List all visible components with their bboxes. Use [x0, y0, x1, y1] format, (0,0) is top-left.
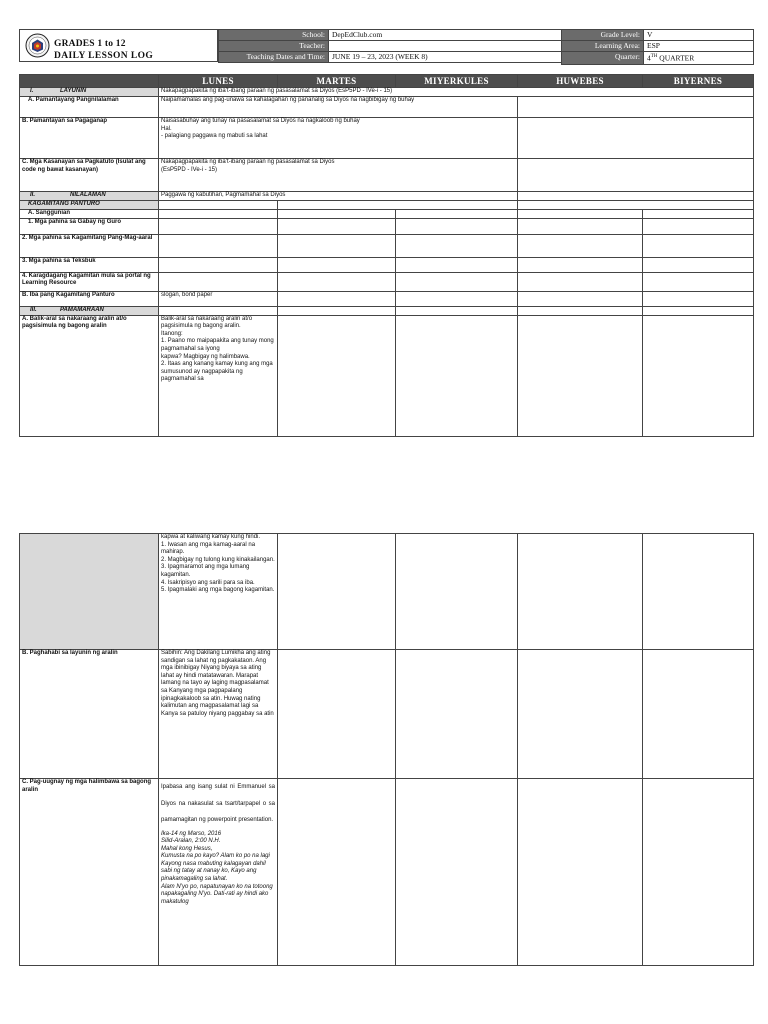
gabay-guro-label: 1. Mga pahina sa Gabay ng Guro: [20, 218, 159, 234]
teacher-value: [329, 41, 562, 52]
empty-cell: [159, 218, 278, 234]
teacher-label: Teacher:: [219, 41, 329, 52]
paghahabi-text: Sabihin: Ang Dakilang Lumikha ang ating sandigan sa lahat ng pagkakataon. Ang mga ibinibigay Niyang biyaya sa ating lahat ay hindi matatawaran. Marapat lamang na tayo ay laging magpasalamat sa Kanyang mga pagpapalang ipinagkakaloob sa atin. Huwag nating kalimutan ang magpasalamat lagi sa Kanya sa patuloy niyang paggabay sa atin: [159, 650, 278, 779]
empty-cell: [278, 201, 518, 210]
empty-cell: [518, 159, 754, 192]
empty-cell: [278, 534, 396, 650]
day-header-lunes: LUNES: [159, 75, 278, 88]
empty-cell: [396, 306, 518, 315]
lesson-log-table-page2: [19, 533, 754, 966]
lesson-log-table-page1: [19, 74, 754, 437]
deped-seal-icon: [25, 33, 50, 58]
dates-value: JUNE 19 – 23, 2023 (WEEK 8): [329, 52, 562, 63]
nilalaman-heading: II. NILALAMAN: [20, 192, 159, 201]
kasanayan-label: C. Mga Kasanayan sa Pagkatuto (Isulat ang code ng bawat kasanayan): [20, 159, 159, 192]
area-value: ESP: [644, 41, 754, 52]
empty-cell: [159, 257, 278, 272]
corner-cell: [20, 75, 159, 88]
grade-value: V: [644, 30, 754, 41]
empty-cell: [518, 118, 754, 159]
paghahabi-label: B. Paghahabi sa layunin ng aralin: [20, 650, 159, 779]
empty-cell: [396, 257, 518, 272]
empty-cell: [278, 234, 396, 257]
quarter-label: Quarter:: [562, 52, 644, 65]
empty-cell: [643, 257, 754, 272]
empty-cell: [278, 257, 396, 272]
grade-label: Grade Level:: [562, 30, 644, 41]
kagamitan-heading: KAGAMITANG PANTURO: [20, 201, 159, 210]
pag-uugnay-cell: [159, 779, 278, 966]
teksbuk-label: 3. Mga pahina sa Teksbuk: [20, 257, 159, 272]
day-header-martes: MARTES: [278, 75, 396, 88]
day-header-huwebes: HUWEBES: [518, 75, 643, 88]
header-school-table: [218, 29, 562, 63]
empty-cell: [396, 534, 518, 650]
empty-cell: [518, 272, 643, 291]
empty-cell: [278, 779, 396, 966]
iba-kagamitan-label: B. Iba pang Kagamitang Panturo: [20, 291, 159, 306]
empty-cell: [396, 209, 518, 218]
school-label: School:: [219, 30, 329, 41]
karagdagang-kagamitan-label: 4. Karagdagang Kagamitan mula sa portal ng Learning Resource: [20, 272, 159, 291]
layunin-text: Nakapagpapakita ng iba’t-ibang paraan ng pasasalamat sa Diyos (EsP5PD - IVe-i - 15): [159, 88, 754, 97]
day-header-biyernes: BIYERNES: [643, 75, 754, 88]
log-title: DAILY LESSON LOG: [54, 51, 154, 61]
pamantayang-pangnilalaman-label: A. Pamantayang Pangnilalaman: [20, 97, 159, 118]
empty-cell: [518, 315, 643, 436]
day-header-miyerkules: MIYERKULES: [396, 75, 518, 88]
letter-text: Ika-14 ng Marso, 2016 Silid-Aralan, 2:00 N.H. Mahal kong Hesus, Kumusta na po kayo? Alam ko po na lagi Kayong nasa mabuting kalagayan dahil sabi ng tatay at nanay ko, Kayo ang pinakamagaling sa lahat. Alam N’yo po, napatunayan ko na totoong napakagaling N’yo. Dati-rati ay hindi ako makatulog: [161, 830, 273, 905]
empty-cell: [278, 315, 396, 436]
empty-cell: [643, 218, 754, 234]
sanggunian-label: A. Sanggunian: [20, 209, 159, 218]
empty-cell: [159, 209, 278, 218]
empty-cell: [518, 534, 643, 650]
continuation-label-cell: [20, 534, 159, 650]
empty-cell: [159, 272, 278, 291]
empty-cell: [518, 97, 754, 118]
pag-uugnay-text: Ipabasa ang isang sulat ni Emmanuel sa Diyos na nakasulat sa tsart/tarpapel o sa pamamagitan ng powerpoint presentation.: [161, 784, 275, 823]
empty-cell: [518, 779, 643, 966]
balik-aral-text: Balik-aral sa nakaraang aralin at/o pagsisimula ng bagong aralin. Itanong: 1. Paano mo maipapakita ang tunay mong pagmamahal sa iyong kapwa? Magbigay ng halimbawa. 2. Itaas ang kanang kamay kung ang mga sumusunod ay nagpapakita ng pagmamahal sa: [159, 315, 278, 436]
empty-cell: [396, 650, 518, 779]
empty-cell: [278, 291, 396, 306]
iba-kagamitan-text: slogan, bond paper: [159, 291, 278, 306]
quarter-value: 4TH QUARTER: [644, 52, 754, 65]
empty-cell: [396, 779, 518, 966]
empty-cell: [278, 650, 396, 779]
empty-cell: [518, 218, 643, 234]
empty-cell: [518, 209, 643, 218]
empty-cell: [643, 272, 754, 291]
balik-aral-continued-text: kapwa at kaliwang kamay kung hindi. 1. Iwasan ang mga kamag-aaral na mahirap. 2. Magbigay ng tulong kung kinakailangan. 3. Ipagmaramot ang mga lumang kagamitan. 4. Isakripisyo ang sarili para sa iba. 5. Ipagmalaki ang mga bagong kagamitan.: [159, 534, 278, 650]
empty-cell: [643, 650, 754, 779]
layunin-heading: I. LAYUNIN: [20, 88, 159, 97]
empty-cell: [643, 209, 754, 218]
pamantayang-pangnilalaman-text: Naipamamalas ang pag-unawa sa kahalagahan ng pananalig sa Diyos na nagbibigay ng buhay: [159, 97, 518, 118]
balik-aral-label: A. Balik-aral sa nakaraang aralin at/o pagsisimula ng bagong aralin: [20, 315, 159, 436]
empty-cell: [518, 650, 643, 779]
empty-cell: [396, 291, 518, 306]
empty-cell: [396, 234, 518, 257]
empty-cell: [518, 192, 754, 201]
empty-cell: [396, 315, 518, 436]
empty-cell: [396, 272, 518, 291]
empty-cell: [643, 315, 754, 436]
pamantayan-pagganap-text: Naisasabuhay ang tunay na pasasalamat sa Diyos na nagkaloob ng buhay Hal. - palagiang paggawa ng mabuti sa lahat: [159, 118, 518, 159]
empty-cell: [518, 234, 643, 257]
pamamaraan-heading: III. PAMAMARAAN: [20, 306, 159, 315]
empty-cell: [643, 234, 754, 257]
logo-box: [19, 29, 218, 62]
empty-cell: [159, 234, 278, 257]
dates-label: Teaching Dates and Time:: [219, 52, 329, 63]
empty-cell: [278, 218, 396, 234]
empty-cell: [518, 291, 643, 306]
area-label: Learning Area:: [562, 41, 644, 52]
school-value: DepEdClub.com: [329, 30, 562, 41]
empty-cell: [643, 534, 754, 650]
pamantayan-pagganap-label: B. Pamantayan sa Pagaganap: [20, 118, 159, 159]
kasanayan-text: Nakapagpapakita ng iba’t-ibang paraan ng pasasalamat sa Diyos (EsP5PD - IVe-i - 15): [159, 159, 518, 192]
header-grade-table: [561, 29, 754, 65]
empty-cell: [518, 201, 754, 210]
empty-cell: [518, 306, 643, 315]
empty-cell: [278, 272, 396, 291]
nilalaman-text: Paggawa ng kabutihan, Pagmamahal sa Diyos: [159, 192, 518, 201]
empty-cell: [518, 257, 643, 272]
grades-title: GRADES 1 to 12: [54, 39, 126, 49]
empty-cell: [643, 306, 754, 315]
empty-cell: [396, 218, 518, 234]
kagamitang-mag-aaral-label: 2. Mga pahina sa Kagamitang Pang-Mag-aaral: [20, 234, 159, 257]
empty-cell: [278, 306, 396, 315]
empty-cell: [278, 209, 396, 218]
empty-cell: [159, 201, 278, 210]
empty-cell: [159, 306, 278, 315]
empty-cell: [643, 291, 754, 306]
pag-uugnay-label: C. Pag-uugnay ng mga halimbawa sa bagong aralin: [20, 779, 159, 966]
empty-cell: [643, 779, 754, 966]
